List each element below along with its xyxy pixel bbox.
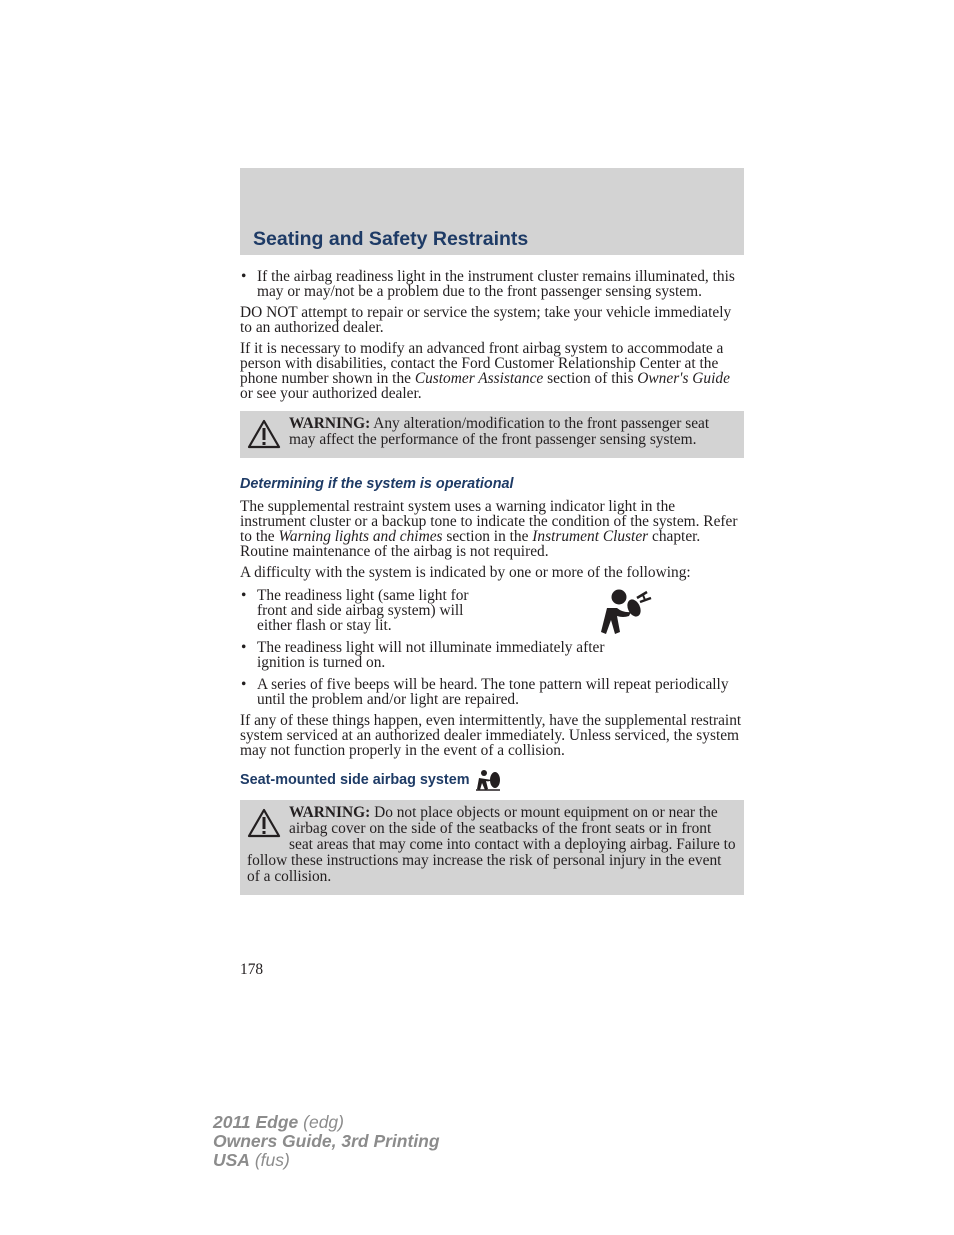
warning-triangle-icon: [247, 808, 281, 838]
intro-list: [240, 269, 744, 299]
warning-box-passenger-seat: [240, 411, 744, 458]
paragraph-modify: If it is necessary to modify an advanced front airbag system to accommodate a person with disabilities, contact the Ford Customer Relationship Center at the phone number shown in the Customer Assistance section of this Owner's Guide or see your authorized dealer.: [240, 340, 730, 402]
footer-line: 2011 Edge (edg): [213, 1112, 344, 1132]
section-title: Seating and Safety Restraints: [253, 228, 529, 250]
warning-label: WARNING:: [289, 804, 371, 821]
section-header: [240, 168, 744, 255]
page-number: 178: [240, 961, 264, 978]
difficulty-section: [240, 588, 744, 707]
footer-line: USA (fus): [213, 1150, 290, 1170]
warning-text: Any alteration/modification to the front passenger seat may affect the performance of the front passenger sensing system.: [289, 415, 710, 448]
list-item: • The readiness light will not illuminate immediately after ignition is turned on.: [240, 640, 744, 670]
footer-edition: [213, 1113, 440, 1170]
page-content: [240, 269, 744, 913]
subheading-side-airbag: Seat-mounted side airbag system: [240, 769, 744, 791]
paragraph-if-any: If any of these things happen, even intermittently, have the supplemental restraint system serviced at an authorized dealer immediately. Unless serviced, the system may not function properly in the event of a collision.: [240, 712, 742, 759]
warning-box-side-airbag: [240, 800, 744, 895]
list-item: • A series of five beeps will be heard. The tone pattern will repeat periodically until the problem and/or light are repaired.: [240, 677, 744, 707]
paragraph-difficulty: A difficulty with the system is indicated by one or more of the following:: [240, 564, 691, 581]
seat-airbag-icon: [474, 769, 502, 791]
list-item: • The readiness light (same light for front and side airbag system) will either flash or stay lit.: [240, 588, 497, 633]
warning-triangle-icon: [247, 419, 281, 449]
list-item: • If the airbag readiness light in the instrument cluster remains illuminated, this may or may/not be a problem due to the front passenger sensing system.: [240, 269, 744, 299]
paragraph-srs: The supplemental restraint system uses a warning indicator light in the instrument cluster or a backup tone to indicate the condition of the system. Refer to the Warning lights and chimes section in the Instrument Cluster chapter. Routine maintenance of the airbag is not required.: [240, 498, 738, 560]
airbag-readiness-icon: [593, 588, 653, 640]
warning-text: Do not place objects or mount equipment on or near the airbag cover on the side of the seatbacks of the front seats or in front seat areas that may come into contact with a deploying airbag. Failure to follow these instructions may increase the risk of personal injury in the event of a collision.: [247, 804, 736, 885]
warning-label: WARNING:: [289, 415, 371, 432]
paragraph-do-not: DO NOT attempt to repair or service the system; take your vehicle immediately to an authorized dealer.: [240, 304, 732, 336]
difficulty-list: [240, 588, 744, 707]
footer-line: Owners Guide, 3rd Printing: [213, 1131, 440, 1151]
subheading-operational: Determining if the system is operational: [240, 476, 514, 492]
